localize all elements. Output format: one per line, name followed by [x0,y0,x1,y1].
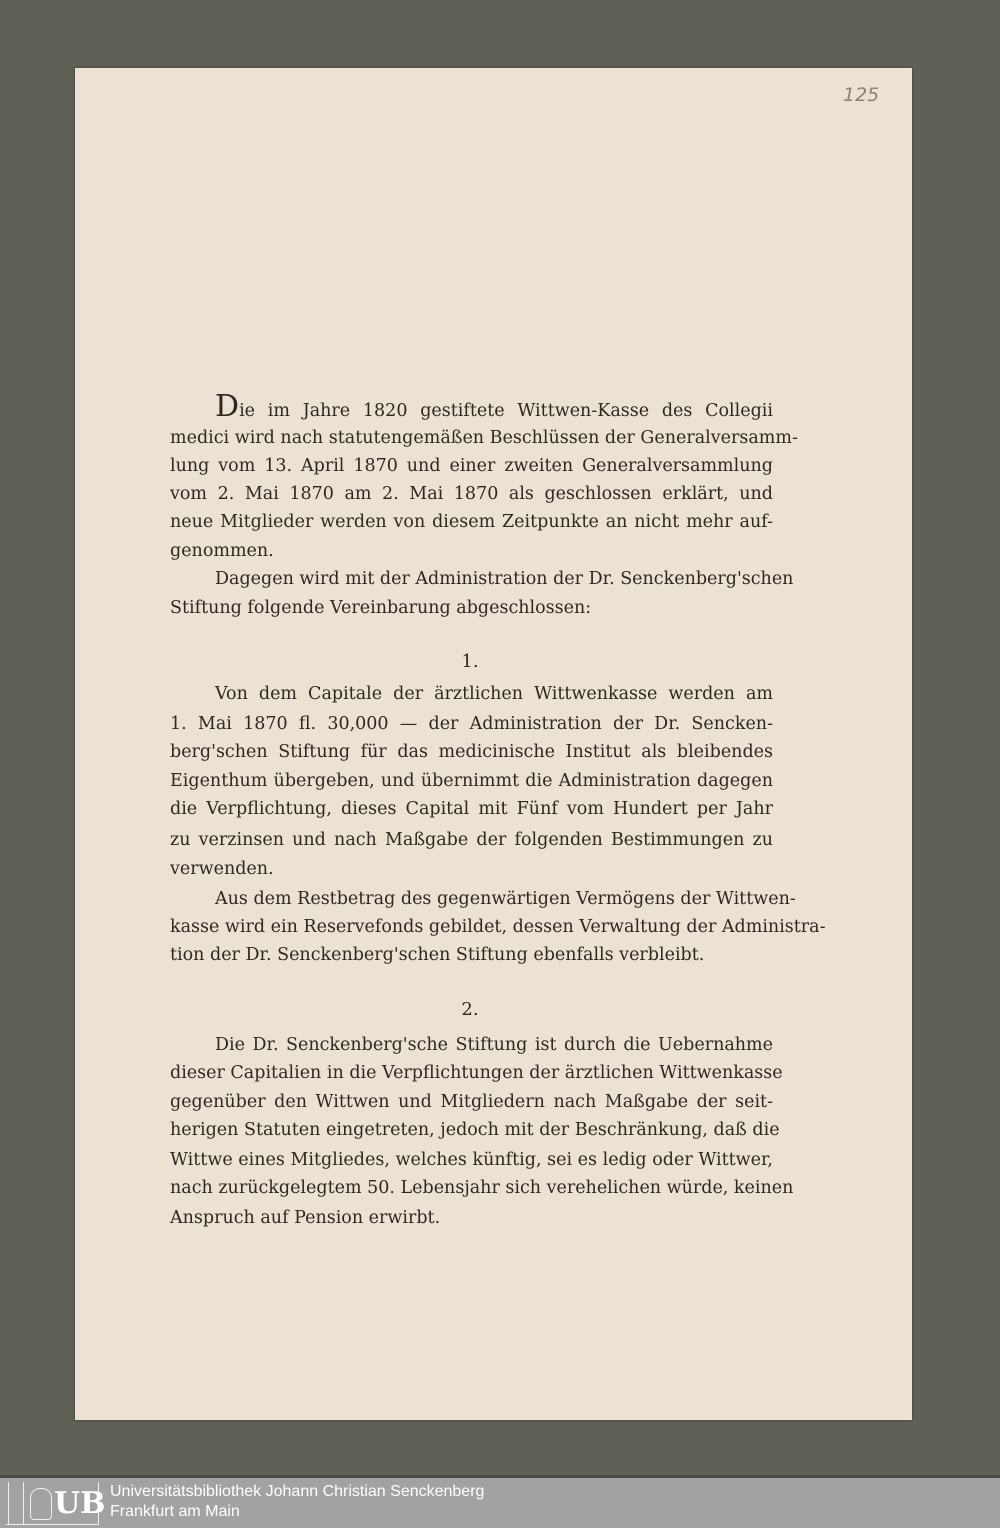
ub-logo[interactable]: UB [6,1482,99,1525]
text-line: 1. Mai 1870 fl. 30,000 — der Administration der Dr. Sencken- [170,714,773,734]
text-line: tion der Dr. Senckenberg'schen Stiftung ebenfalls verbleibt. [170,945,705,965]
text-line: Eigenthum übergeben, und übernimmt die Administration dagegen [170,771,773,791]
text-line: zu verzinsen und nach Maßgabe der folgenden Bestimmungen zu [170,830,773,850]
text-line: Anspruch auf Pension erwirbt. [170,1208,441,1228]
text-line: Wittwe eines Mitgliedes, welches künftig, sei es ledig oder Wittwer, [170,1150,773,1170]
text-line: medici wird nach statutengemäßen Beschlüssen der Generalversamm- [170,428,798,448]
text-line: Die im Jahre 1820 gestiftete Wittwen-Kasse des Collegii [215,389,773,424]
section-number: 1. [461,651,479,672]
text-line: Von dem Capitale der ärztlichen Wittwenkasse werden am [215,684,773,704]
drop-cap: D [215,389,240,424]
library-city: Frankfurt am Main [110,1503,240,1520]
portrait-icon [30,1488,52,1520]
library-name: Universitätsbibliothek Johann Christian Senckenberg [110,1483,485,1500]
text-line: gegenüber den Wittwen und Mitgliedern nach Maßgabe der seit- [170,1092,773,1112]
text-line: dieser Capitalien in die Verpflichtungen der ärztlichen Wittwenkasse [170,1063,783,1083]
columns-icon [8,1482,24,1524]
text-line: herigen Statuten eingetreten, jedoch mit der Beschränkung, daß die [170,1120,780,1140]
text-line: Stiftung folgende Vereinbarung abgeschlossen: [170,598,592,618]
text-line: Die Dr. Senckenberg'sche Stiftung ist durch die Uebernahme [215,1035,773,1055]
text-line: genommen. [170,541,274,561]
text-line: berg'schen Stiftung für das medicinische Institut als bleibendes [170,742,773,762]
text-line: vom 2. Mai 1870 am 2. Mai 1870 als geschlossen erklärt, und [170,484,773,504]
text-line: Aus dem Restbetrag des gegenwärtigen Vermögens der Wittwen- [215,889,796,909]
text-line: nach zurückgelegtem 50. Lebensjahr sich verehelichen würde, keinen [170,1178,794,1198]
library-footer [0,1475,1000,1528]
text-line: die Verpflichtung, dieses Capital mit Fünf vom Hundert per Jahr [170,799,773,819]
section-number: 2. [461,999,479,1020]
text-line: kasse wird ein Reservefonds gebildet, dessen Verwaltung der Administra- [170,917,826,937]
page-number: 125 [843,84,880,106]
text-line: Dagegen wird mit der Administration der Dr. Senckenberg'schen [215,569,794,589]
text-line: neue Mitglieder werden von diesem Zeitpunkte an nicht mehr auf- [170,512,773,532]
text-line: verwenden. [170,859,274,879]
text-line: lung vom 13. April 1870 und einer zweiten Generalversammlung [170,456,773,476]
